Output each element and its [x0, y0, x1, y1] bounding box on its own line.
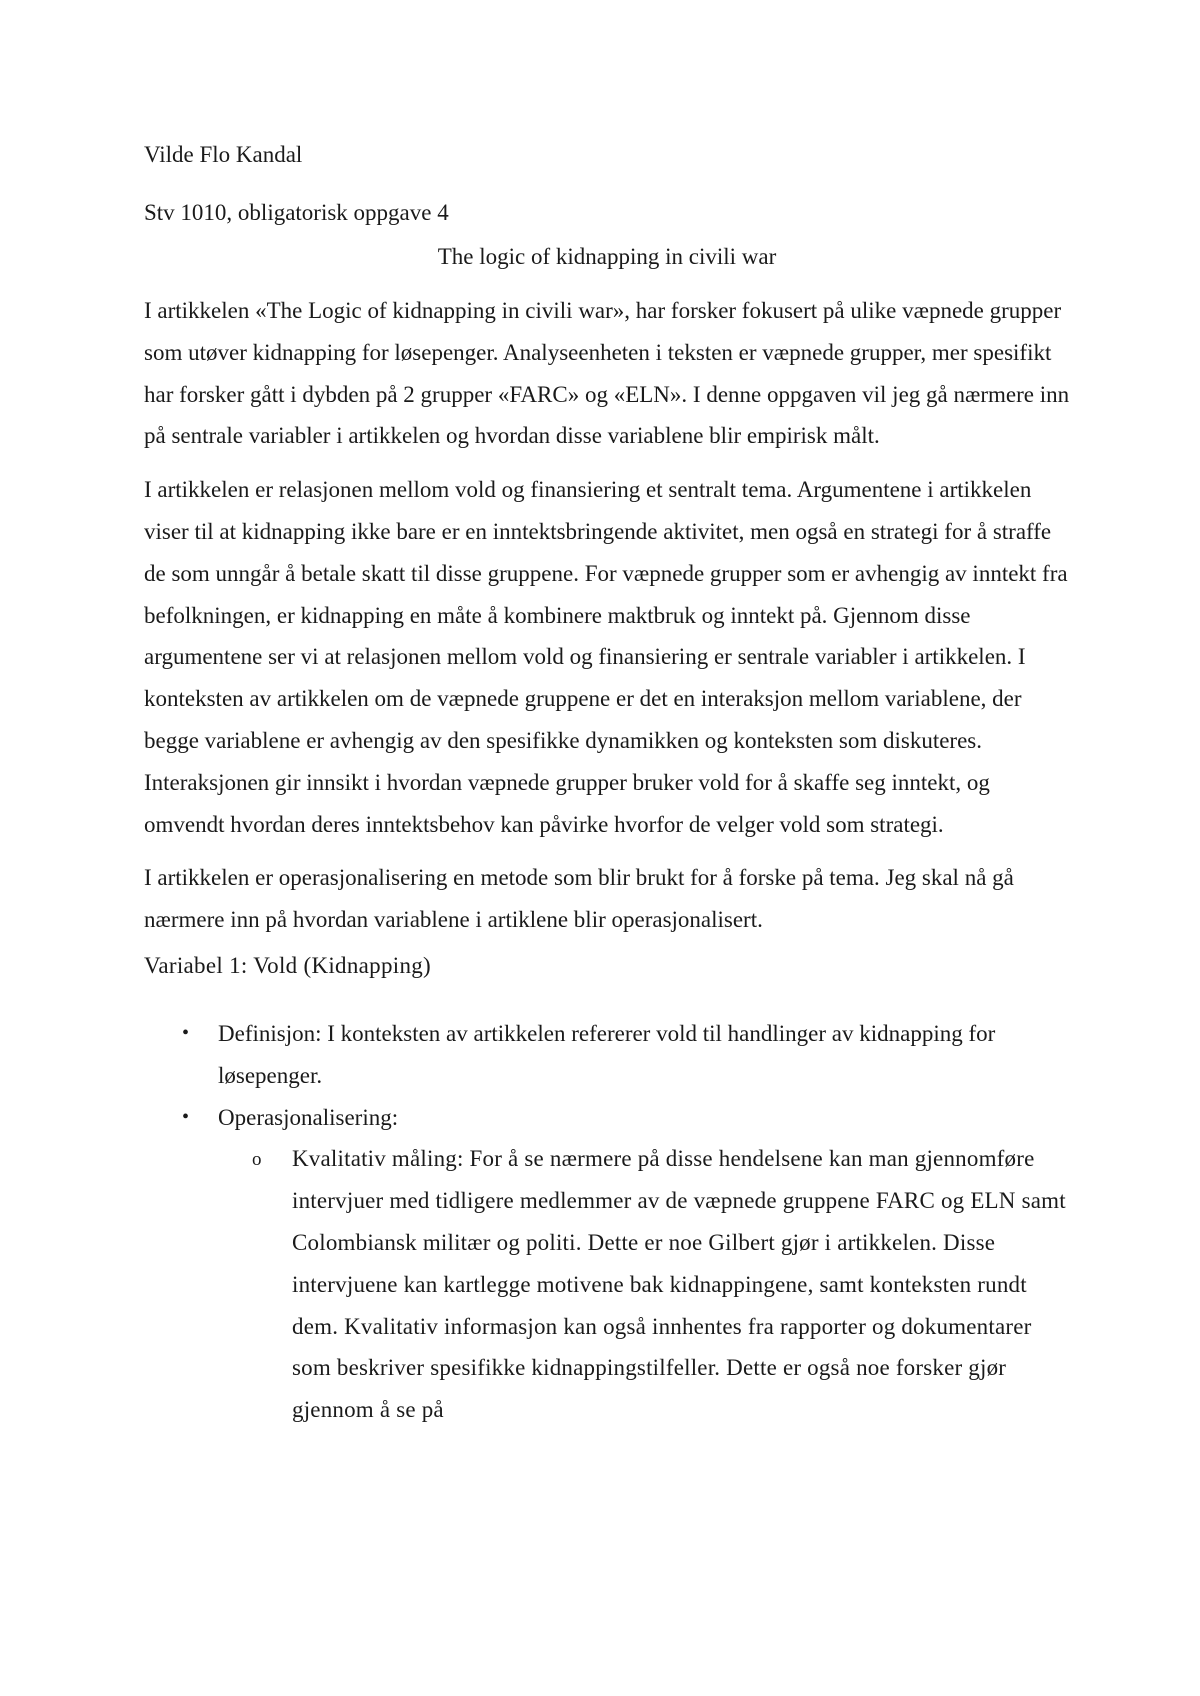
bullet-marker: • [182, 1021, 190, 1044]
list-item-text: Definisjon: I konteksten av artikkelen refererer vold til handlinger av kidnapping for løsepenger. [218, 1020, 996, 1088]
sub-list [218, 1138, 1070, 1431]
paragraph-relation: I artikkelen er relasjonen mellom vold og finansiering et sentralt tema. Argumentene i artikkelen viser til at kidnapping ikke bare er en inntektsbringende aktivitet, men også en strategi for å straffe de som unngår å betale skatt til disse gruppene. For væpnede grupper som er avhengig av inntekt fra befolkningen, er kidnapping en måte å kombinere maktbruk og inntekt på. Gjennom disse argumentene ser vi at relasjonen mellom vold og finansiering er sentrale variabler i artikkelen. I konteksten av artikkelen om de væpnede gruppene er det en interaksjon mellom variablene, der begge variablene er avhengig av den spesifikke dynamikken og konteksten som diskuteres. Interaksjonen gir innsikt i hvordan væpnede grupper bruker vold for å skaffe seg inntekt, og omvendt hvordan deres inntektsbehov kan påvirke hvorfor de velger vold som strategi. [144, 477, 1068, 837]
document-title: The logic of kidnapping in civili war [437, 244, 777, 269]
bullet-list [144, 1013, 1070, 1431]
list-item-text: Operasjonalisering: [218, 1104, 399, 1130]
sub-bullet-marker: o [252, 1149, 262, 1171]
paragraph-operationalization: I artikkelen er operasjonalisering en metode som blir brukt for å forske på tema. Jeg skal nå gå nærmere inn på hvordan variablene i artiklene blir operasjonalisert. [144, 865, 1014, 933]
bullet-marker: • [182, 1105, 190, 1128]
variable-heading: Variabel 1: Vold (Kidnapping) [144, 952, 432, 978]
author-name: Vilde Flo Kandal [144, 142, 303, 167]
course-line: Stv 1010, obligatorisk oppgave 4 [144, 200, 449, 225]
paragraph-intro: I artikkelen «The Logic of kidnapping in civili war», har forsker fokusert på ulike væpnede grupper som utøver kidnapping for løsepenger. Analyseenheten i teksten er væpnede grupper, mer spesifikt har forsker gått i dybden på 2 grupper «FARC» og «ELN». I denne oppgaven vil jeg gå nærmere inn på sentrale variabler i artikkelen og hvordan disse variablene blir empirisk målt. [144, 298, 1070, 449]
list-item [144, 1013, 1070, 1097]
list-item [144, 1097, 1070, 1431]
sub-list-item-text: Kvalitativ måling: For å se nærmere på disse hendelsene kan man gjennomføre intervjuer med tidligere medlemmer av de væpnede gruppene FARC og ELN samt Colombiansk militær og politi. Dette er noe Gilbert gjør i artikkelen. Disse intervjuene kan kartlegge motivene bak kidnappingene, samt konteksten rundt dem. Kvalitativ informasjon kan også innhentes fra rapporter og dokumentarer som beskriver spesifikke kidnappingstilfeller. Dette er også noe forsker gjør gjennom å se på [292, 1146, 1066, 1423]
sub-list-item [218, 1138, 1070, 1431]
